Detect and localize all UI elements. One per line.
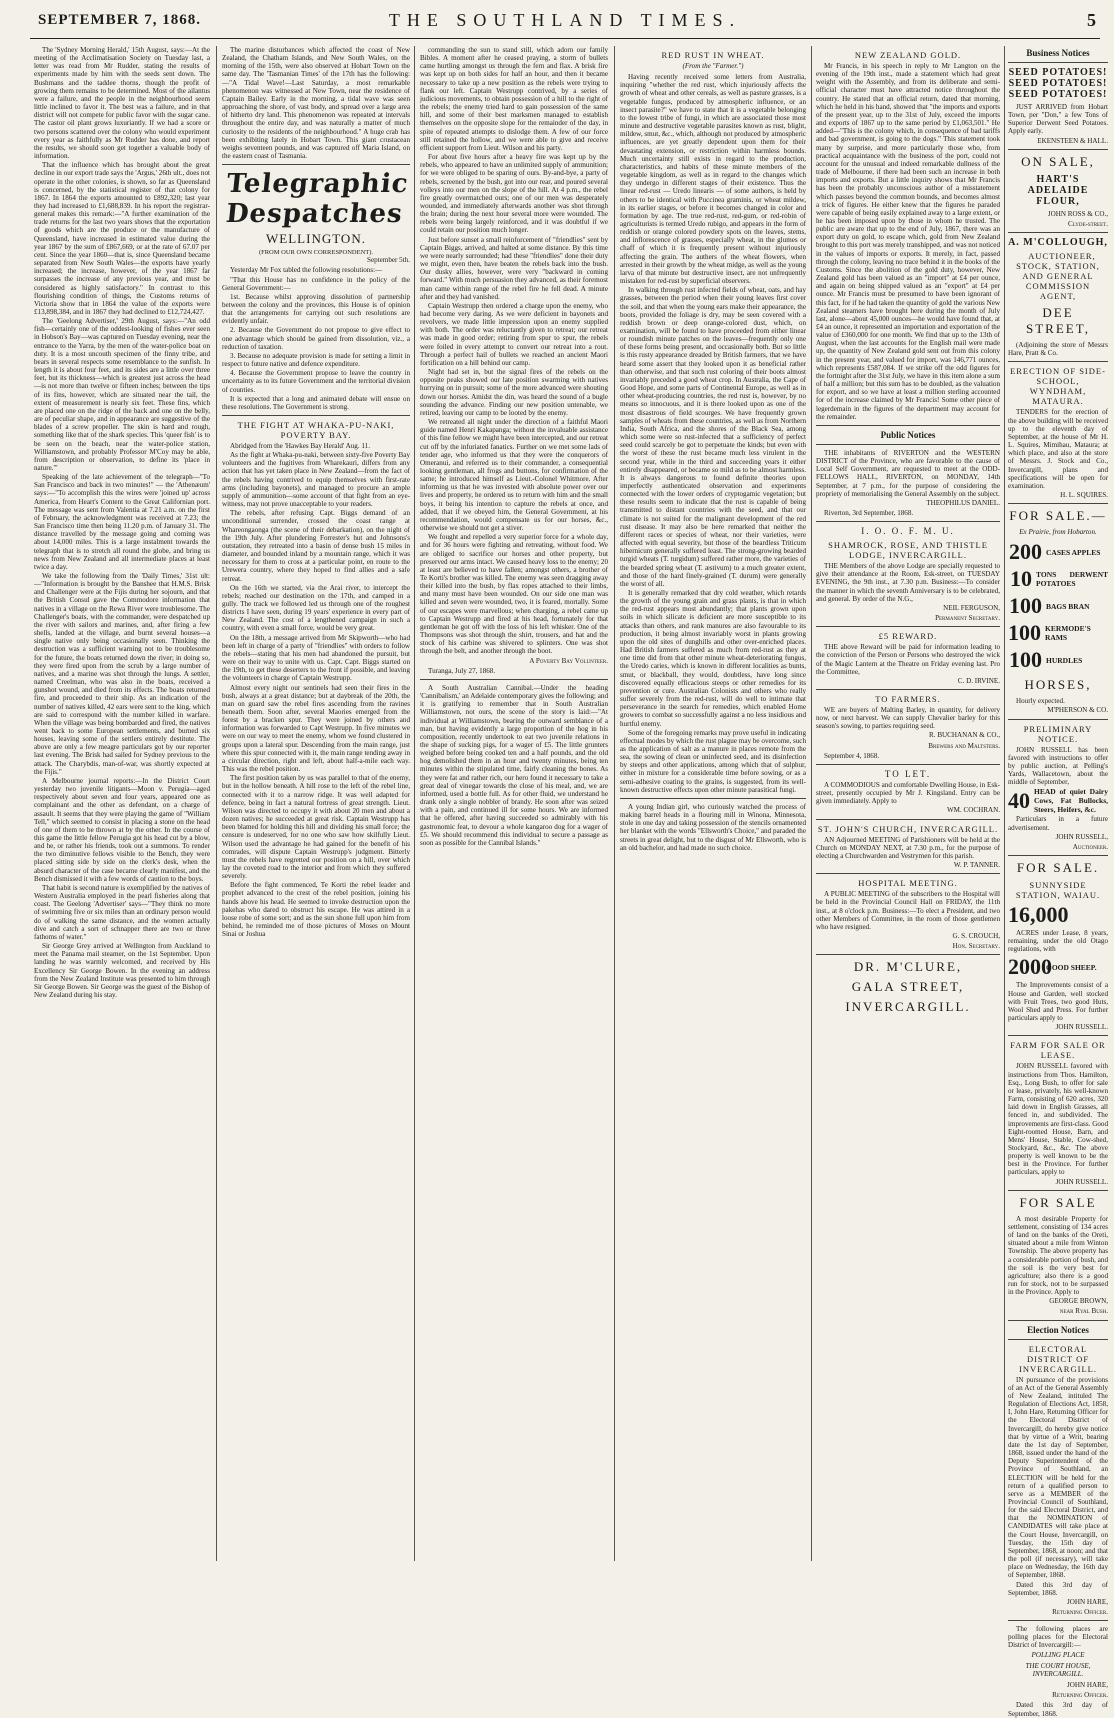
stock-line: [1008, 593, 1108, 619]
divider: [222, 164, 410, 165]
divider: [816, 444, 1000, 445]
article-paragraph: Captain Westrupp then ordered a charge upon the enemy, who had become very daring. As we were deficient in bayonets and revolvers, we made little impression upon an enemy supplied with both. The order was reluctantly given to retreat; our retreat was made in good order; retiring from spur to spur, the rebels were foiled in every attempt to convert our retreat into a rout. Through a perfect hail of bullets we reached an ancient Maori fortification on a hill behind our camp.: [420, 301, 608, 367]
ad-role: Auctioneer.: [1072, 842, 1108, 851]
article-paragraph: 3. Because no adequate provision is made for setting a limit in respect to future native and defence expenditure.: [222, 351, 410, 369]
notice-role: Hon. Secretary.: [952, 942, 1000, 951]
stock-description: HURDLES: [1046, 655, 1083, 665]
stock-quantity: 10: [1010, 566, 1032, 592]
ad-text: A most desirable Property for settlement, consisting of 134 acres of land on the banks of the Oreti, situated about a mile from Winton Township. The above property has a considerable portion of bush, and the soil is the very best for agriculture; also there is a good run for stock, not to be surpassed in the Province. Apply to: [1008, 1214, 1108, 1297]
ad-text: The following places are polling places for the Electoral District of Invercargill:—: [1008, 1625, 1108, 1650]
notice-signature: R. BUCHANAN & CO.,: [929, 731, 1000, 740]
correspondent-note: (FROM OUR OWN CORRESPONDENT).: [258, 249, 374, 257]
divider: [1008, 1035, 1108, 1036]
stock-quantity: 16,000: [1008, 902, 1069, 927]
stock-description: HEAD of quiet Dairy Cows, Fat Bullocks, Steers, Heifers, &c.: [1034, 787, 1108, 815]
preliminary-notice-heading: PRELIMINARY NOTICE.: [1023, 723, 1093, 744]
church-heading: ST. JOHN'S CHURCH, INVERCARGILL.: [817, 823, 999, 834]
divider: [1008, 1320, 1108, 1321]
article-paragraph: 4. Because the Government propose to leave the country in uncertainty as to its future Government and the territorial division of counties.: [222, 369, 410, 394]
article-paragraph: The marine disturbances which affected the coast of New Zealand, the Chatham Islands, and New South Wales, on the morning of the 15th, were also observed at Hobart Town on the same day. The 'Tasmanian Times' of the 17th has the following:—"A Tidal Wave!—Last Saturday, a most remarkable phenomenon was witnessed at New Town, near the residence of Captain Bailey. Early in the morning, a tidal wave was seen approaching the shore, of vast body, and spread over a large area of hitherto dry land. This phenomenon was repeated at intervals throughout the entire day, and was naturally a matter of much curiosity to the residents of the neighbourhood." A huge crab has been exhibiting lately in Hobart Town. This giant crustacean weighs seventeen pounds, and was captured off Maria Island, on the eastern coast of Tasmania.: [222, 46, 410, 161]
business-notices-heading: Business Notices: [1026, 48, 1090, 58]
divider: [816, 764, 1000, 765]
notice-date: September 4, 1868.: [824, 751, 880, 760]
article-paragraph: Almost every night our sentinels had seen their fires in the bush, always at a great distance; but at daybreak of the 20th, the man on guard saw the rebel fires ascending from the ravines beneath them. Soon after, several Maories emerged from the forest by a bracken spur. They were joined by others and information was forwarded to Capt Westrupp. In five minutes we were on our way to meet the enemy, whom we found clustered in groups upon a lateral spur. Descending from the main range, just where this spur connected with it, the main range tending away in a circular direction, right and left, about half-a-mile each way. This was the rebel position.: [222, 683, 410, 774]
notice-signature: THEOPHILUS DANIEL.: [926, 498, 1000, 507]
column-6: [1008, 46, 1108, 1718]
oddfellows-heading: I. O. O. F. M. U.: [861, 526, 955, 537]
farmers-heading: TO FARMERS.: [875, 694, 941, 704]
column-4: [620, 46, 806, 1561]
dateline-date: September 5th.: [367, 256, 410, 265]
column-rule: [811, 46, 812, 1561]
notice-signature: WM. COCHRAN.: [946, 806, 1000, 815]
stock-description: CASES APPLES: [1046, 547, 1101, 557]
notice-signature: NEIL FERGUSON,: [943, 603, 1000, 612]
on-sale-heading: ON SALE,: [1021, 153, 1095, 169]
article-paragraph: We take the following from the 'Daily Times,' 31st ult:—"Information is brought by the Banshee that H.M.S. Brisk and Challenger were at the Fijis during her sojourn, and that the British Consul gave the Commodore information that natives in a village on the Rewa River were troublesome. The Challenger's boats, with the commander, were despatched up the river with sailors and marines, and, after firing a few shells, landed at the village, and burnt several houses—a single native only being occasionally seen. Thinking the destruction was a sufficient warning not to be troublesome for the future, the boats returned down the river; in doing so, they were fired upon from the scrub by a large number of natives, and a marine was shot through the lungs. A settler, named Creelman, who was also in the boats, received a gunshot wound, and died from its effects. The boats returned fire, and proceeded to their ship. As an indication of the number of natives killed, 42 ears were sent to the king, which are said to correspond with the number killed in warfare. When the village was being bombarded and fired, the natives went back to some European settlements, and burned six houses, leaving some of the settlers entirely destitute. The above are only a few meagre particulars got by our reporter last evening. The Brisk had sailed for Sydney previous to the attack. The Charybdis, man-of-war, was shortly expected at the Fijis.": [34, 572, 210, 776]
article-paragraph: Night had set in, but the signal fires of the rebels on the opposite peaks showed our late position swarming with natives hurrying on in pursuit; some of the more advanced were shouting down our horses. Amidst the din, was heard the sound of a bugle sounding the advance. Finding our new position untenable, we retired, leaving our camp to be looted by the enemy.: [420, 368, 608, 417]
polling-place: THE COURT HOUSE, INVERCARGILL.: [1025, 1661, 1091, 1678]
ad-note: (Adjoining the store of Messrs Hare, Pratt & Co.: [1008, 341, 1108, 358]
ad-signature: JOHN RUSSELL,: [1055, 832, 1108, 841]
divider: [816, 425, 1000, 426]
page-number: 5: [1087, 10, 1096, 30]
notice-date: Riverton, 3rd September, 1868.: [824, 508, 914, 517]
divider: [620, 798, 806, 799]
gold-heading: NEW ZEALAND GOLD.: [854, 50, 962, 60]
election-notices-heading: Election Notices: [1027, 1324, 1089, 1335]
ad-text: TENDERS for the erection of the above building will be received up to the eleventh day of September, at the house of Mr H. L. Squires, Mimihau, Mataura; at which place, and also at the store of Messrs. J. Stock and Co., Invercargill, plans and specifications will be open for examination.: [1008, 408, 1108, 490]
stock-line: [1008, 902, 1108, 928]
stock-line: [1008, 620, 1108, 646]
fight-heading: THE FIGHT AT WHAKA-PU-NAKI, POVERTY BAY.: [237, 420, 395, 440]
stock-description: GOOD SHEEP.: [1046, 962, 1097, 972]
article-paragraph: For about five hours after a heavy fire was kept up by the rebels, who appeared to have an unlimited supply of ammunition; for we were obliged to be sparing of ours. By-and-bye, a party of rebels, screened by the bush, got into our rear, and poured several volleys into our men on the slope of the hill. At 4 p.m., the rebel fire greatly overmatched ours; one of our men was desperately wounded, and immediately afterwards another was shot through the brain; during the next hour several more were wounded. The rebels were being largely reinforced, and it was doubtful if we could retain our position much longer.: [420, 153, 608, 235]
stock-quantity: 100: [1009, 593, 1042, 619]
notice-role: Permanent Secretary.: [935, 614, 1000, 623]
article-paragraph: Some of the foregoing remarks may prove useful in indicating effectual modes by which the rust plague may be overcome, such as the application of salt as a manure in places remote from the sea, the sowing of clean or uninfected seed, and its disinfection by steeps and other applications, among which that of sulphur, either in mixture for a considerable time before sowing, or as a semi-adhesive coating to the grains, is suggested, from its well-known destructive effects upon other minute parasitical fungi.: [620, 728, 806, 794]
polling-label: POLLING PLACE: [1031, 1650, 1085, 1659]
for-sale-heading: FOR SALE.—: [1009, 508, 1107, 524]
flour-heading: HART'S ADELAIDE FLOUR,: [1027, 173, 1089, 207]
telegraphic-despatches-heading: Telegraphic Despatches: [224, 169, 411, 230]
doctor-name: DR. M'CLURE,: [853, 959, 963, 975]
ad-text: The Improvements consist of a House and Garden, well stocked with Fruit Trees, two good Huts, Wool Shed and Press. For further particulars apply to: [1008, 981, 1108, 1023]
divider: [1008, 62, 1108, 63]
article-paragraph: On the 18th, a message arrived from Mr Skipworth—who had been left in charge of a party of "friendlies" with orders to follow the rebels—stating that his men had abandoned the pursuit, but were on their way to unite with us. Capt. Capt. Biggs started on the 19th, to get these deserters to the front if possible, and leaving the volunteers in charge of Captain Westrupp.: [222, 633, 410, 683]
article-paragraph: Mr Francis, in his speech in reply to Mr Langton on the evening of the 19th inst., made a statement which had great weight with the Assembly, and from its deliberate and semi-official character must have attracted notice throughout the country. He stated that an official return, dated that morning, which he held in his hand, showed that "the imports and exports of the present year, up to the 31st of July, exceed the imports and exports of 1867 up to the same period by £1,063,501." He added—"This is the colony which, in consequence of bad tariffs and bad government, is going to the dogs." This statement took many by surprise, and more particularly those who, from practical acquaintance with the business of the port, could not account for the unusual and indeed remarkable dullness of the trade of Melbourne, if there had been such an increase in both imports and exports. But a little inquiry shows that Mr Francis has been the probably unconscious author of a misstatement which passes beyond the common bounds, and becomes almost a trick of figures. He either knew that the figures he paraded were capable of being easily explained away to a large extent, or he has been imposed upon by those in whom he trusted. The public are aware that up to the end of July, 1867, there was an export duty on gold, to escape which, gold from New Zealand brought to this port was merely transhipped, and was not noticed in the values of imports or exports. It merely, in fact, passed through the colony, leaving no trace behind it in the books of the Customs. Since the abolition of the gold duty, however, New Zealand gold has been valued as an "import" at £4 per ounce, and again on being shipped valued as an "export" at £4 per ounce. Mr Francis must be presumed to have been ignorant of this fact, for if he had taken the quantity of gold the various New Zealand steamers have brought here during the month of July last, alone—about 45,000 ounces—he would have found that, at £4 an ounce, it represented an importation and exportation of the value of £360,000 for one month. We find that up to the 13th of August, when the last accounts for the English mail were made up, the quantity of New Zealand gold sent out from this colony in the present year, and valued for import, was 146,771 ounces, which represents £587,084. If we strike off the odd figures for the fortnight after the 31st July, we have in this item alone a sum of half a million; but this sum has to be doubled, as the valuation for export, and so we have at least a million sterling accounted for of the increase claimed by Mr Francis! Some other piece of legerdemain in the figures of the department may account for the remainder.: [816, 62, 1001, 421]
ad-signature: GEORGE BROWN,: [1049, 1297, 1108, 1306]
column-2: [222, 46, 410, 1561]
notice-text: WE are buyers of Malting Barley, in quantity, for delivery now, or next harvest. We can supply Chevalier barley for this season's sowing, to parties requiring seed.: [816, 706, 1000, 731]
notice-text: THE Members of the above Lodge are specially requested to give their attendance at the Room, Esk-street, on TUESDAY EVENING, the 9th inst., at 7.30 p.m. Business:—To consider the manner in which the seventh Anniversary is to be celebrated, and general. By order of the N.G.,: [816, 562, 1000, 603]
stock-line: [1008, 539, 1108, 565]
farm-heading: FARM FOR SALE OR LEASE.: [1010, 1040, 1106, 1061]
ad-signature: JOHN ROSS & CO.,: [1047, 209, 1108, 218]
column-rule: [216, 46, 217, 1561]
stock-quantity: 200: [1009, 539, 1042, 565]
article-paragraph: Before the fight commenced, Te Korti the rebel leader and prophet advanced to the crest of the rebel position, joining his hands above his head. He seemed to invoke destruction upon the pakehas who dared to obstruct his escape. He was attired in a loose robe of some sort; and as the sun shone full upon him from behind, he reminded me of those pictures of Moses on Mount Sinai or Joshua: [222, 881, 410, 939]
article-paragraph: Having recently received some letters from Australia, inquiring "whether the red rust, which injuriously affects the growth of wheat and other cereals, as well as pasture grasses, is a vegetable fungus, produced by atmospheric influence, or an insect parasite?" we have to state that it is a vegetable belonging to the lowest tribe of fungi, in which are associated those most minute and destructive vegetable parasites known as rust, blight, mildew, smut, &c., which, although not produced by atmospheric influences, are yet greatly dependent upon them for their devastating extension, or restriction within harmless bounds. Much uncertainty still exists in regard to the production, characteristics, and habits of these minute members of the vegetable kingdom, as well as in regard to the changes which they undergo in different stages of their existence. Thus the linear red-rust — Uredo linearis — of some authors, is held by others to be identical with Puccinea graminis, or wheat mildew, in its earlier stages, or before it becomes changed in color and formation by age. The true red-rust, red-gum, or red-robin of agriculturists is termed Uredo rubigo, and appears in the form of reddish or orange colored powdery spots on the leaves, stems, and inflorescence of grasses, especially wheat, in the glumes or chaff of which it is frequently present without injuriously affecting the grain. The authers of the wheat flowers, when arrested in their growth by the wheat midge, as well as the young larva of that minute but destructive insect, are not unfrequently mistaken for red-rust by superficial observers.: [620, 73, 806, 286]
dateline-place: WELLINGTON.: [266, 231, 366, 247]
article-paragraph: Yesterday Mr Fox tabled the following resolutions:—: [230, 266, 383, 275]
to-let-heading: TO LET.: [884, 768, 932, 779]
ad-text: IN pursuance of the provisions of an Act of the General Assembly of New Zealand, intituled The Regulation of Elections Act, 1858, I, John Hare, Returning Officer for the Electoral District of Invercargill, do hereby give notice that by virtue of a Writ, bearing date the 1st day of September, 1868, issued under the hand of the Deputy Superintendent of the Province of Southland, an ELECTION will be held for the return of a qualified person to serve as a MEMBER of the Provincial Council of Southland, for the said Electoral District, and that the NOMINATION of CANDIDATES will take place at the Court House, Invercargill, on Tuesday, the 15th day of September, 1868, at noon; and that the poll (if necessary), will take place on Wednesday, the 16th day of September, 1868.: [1008, 1375, 1108, 1580]
newspaper-title: THE SOUTHLAND TIMES.: [388, 10, 742, 30]
seed-potatoes-banner: SEED POTATOES! SEED POTATOES! SEED POTATOES!: [1008, 67, 1108, 100]
ad-signature: H. L. SQUIRES.: [1060, 490, 1108, 499]
divider: [1008, 1339, 1108, 1340]
stock-line: [1008, 954, 1108, 980]
signature: A Poverty Bay Volunteer.: [529, 656, 608, 665]
station-heading: SUNNYSIDE STATION, WAIAU.: [1015, 880, 1101, 900]
article-paragraph: That the influence which has brought about the great decline in our export trade says the 'Argus,' 26th ult., does not operate in the other colonies, is shown, so far as Queensland is concerned, by the statistical register of that colony for 1867. In 1864 the exports amounted to £892,320; last year they had increased to £1,688,839. In his report the registrar-general makes this remark:—"A further examination of the trade returns for the last two years shows that the exportation of goods which are the produce or the manufacture of Queensland, have increased in estimated value during the year 1867 by the sum of £867,669, or at the rate of 67.07 per cent. Since the year 1860—that is, since Queensland became separated from New South Wales—the exports have yearly increased; the increase, however, of the year 1867 far surpasses the increase of any previous year, and must be considered as highly satisfactory." In contrast to this flourishing condition of things, the Customs returns of Victoria show that in 1864 the value of the exports were £13,898,384, and in 1867 they had declined to £12,724,427.: [34, 161, 210, 316]
stock-line: [1008, 566, 1108, 592]
article-paragraph: It is generally remarked that dry cold weather, which retards the growth of the young grain and grass plants, is that in which the red-rust appears most abundantly; that plants grown upon soils in which silicate is deficient are more susceptible to its attacks than others, and rank manures are also favourable to its production, it being almost invariably worst in plants growing upon the old sites of dunghills and other over-enriched places. Had British farmers suffered as much from red-rust as they at one time did from that other minute wheat-deteriorating fungus, the Uredo caries, which is known in different localities as bunts, smut, or blackball, they would, doubtless, have long since discovered equally efficacious steeps or other remedies for its prevention or cure. Australian Colonists and others who really suffer severely from the red-rust, will do well to intimate that perseverance in the search for remedies, which enabled Home growers to combat so successfully against a no less insidious and hurtful enemy.: [620, 589, 806, 728]
notice-signature: G. S. CROUCH,: [952, 931, 1000, 940]
ad-signature: JOHN HARE,: [1067, 1681, 1108, 1690]
ad-text: JOHN RUSSELL favored with instructions from Thos. Hamilton, Esq., Long Bush, to offer for sale or lease, privately, his well-known Farm, consisting of 620 acres, 320 laid down in English Grasses, all fenced in, and subdivided. The improvements are first-class. Good Eight-roomed House, Barn, and Mens' House, Stable, Cow-shed, Stockyard, &c., &c. The above property is well known to be the best in the Province. For further particulars, apply to: [1008, 1062, 1108, 1177]
public-notices-heading: Public Notices: [880, 429, 936, 440]
for-sale-heading: FOR SALE: [1019, 1194, 1097, 1210]
notice-text: THE inhabitants of RIVERTON and the WESTERN DISTRICT of the Province, who are favorable to the cause of Local Self Government, are requested to meet at the ODD-FELLOWS HALL, RIVERTON, on MONDAY, 14th September, at 7 p.m., for the purpose of considering the propriety of memorialising the General Assembly on the subject.: [816, 448, 1000, 498]
article-paragraph: That habit is second nature is exemplified by the natives of Western Australia employed in the pearl fisheries along that coast. The Geelong 'Advertiser' says—"They think no more of swimming five or six miles than an ordinary person would do of walking the same distance, and the women actually dive and catch a sort of schnapper there are two or three fathoms of water.": [34, 883, 210, 941]
article-paragraph: In walking through rust infected fields of wheat, oats, and hay grasses, between the period when their young leaves first cover the soil, and that when the young ears make their appearance, the boots, provided the foliage is dry, may be seen covered with a reddish brown or deep orange-colored dust, which, on examination, will be found to have proceeded from either linear or roundish minute patches on the leaves—frequently only one of these forms being present, and occasionally both. But so little is this rusty appearance dreaded by British farmers, that we have heard some assert that they looked upon it as beneficial rather than otherwise, and that such rust coloring of their boots almost invariably preceded a good wheat crop. In Australia, the Cape of Good Hope, and some parts of Continental Europe, as well as in other wheat-producing countries, the red rust is, however, by no means so innocuous, and it is there looked upon as one of the most disastrous of field scourges. We have frequently grown samples of wheats from these countries, as well as from Northern India, South Africa, and the shores of the Black Sea, among which some were so rust-infected that a sufficiency of perfect seed could scarcely be got to perpetuate the kinds; but even with the worst of these the rust became much less virulent in the second year, while in the third and succeeding years it either entirely disappeared, or became so mild as to be almost harmless. It is always dangerous to found definite theories upon imperfectly authenticated observation and experiments connected with the lower orders of cryptogamic vegetation; but these results seem to indicate that the rust is capable of being transmitted to distant countries with the seed, and that our climate is not suited for the malignant development of the red rust disease. It may also be here remarked that neither the different races or species of wheat, nor their varieties, were affected with equal severity, but those of the beardless Triticum hibernicum generally suffered least. The strong-growing bearded turgid wheats (T. turgidum) suffered rather more, the varieties of the bearded spring wheat (T. æstivum) to a much greater extent, and those of the hard finely-grained (T. durum) were generally the worst of all.: [620, 286, 806, 588]
article-paragraph: commanding the sun to stand still, which adorn our family Bibles. A moment after he ceased praying, a storm of bullets came hurtling amongst us through the fern and flax. A brisk fire was kept up on both sides for half an hour, and then it became necessary to take up a new position as the rebels were trying to flank our left. Captain Westrupp contrived, by a series of judicious movements, to obtain possession of a hill to the right of the rebels; the enemy tried hard to gain possession of the same hill, and some of their best marksmen managed to establish themselves on the opposite slope for the remainder of the day, in spite of repeated attempts to dislodge them. A few of our force still retained the hollow, and we were able to give and receive efficient support from Lieut. Wilson and his party.: [420, 46, 608, 152]
hospital-heading: HOSPITAL MEETING.: [858, 878, 958, 889]
for-sale-heading: FOR SALE.: [1016, 860, 1100, 875]
article-paragraph: It is expected that a long and animated debate will ensue on these resolutions. The Government is strong.: [222, 394, 410, 411]
article-paragraph: We fought and repelled a very superior force for a whole day, and for 36 hours were fighting and retreating, without food. We are obliged to sacrifice our horses and other property, but preserved our arms intact. We caused heavy loss to the enemy; 20 at least are believed to have fallen; amongst others, a brother of Te Korti's brother was killed. The enemy was seen dragging away their killed into the bush, by flax ropes attached to their limbs, and many must have been wounded. On our side one man was killed and seven were wounded, two, it is feared, mortally. Some of our escapes were marvellous; when charging, a rebel came up to Captain Westrupp and fired at his head, fortunately for that gentleman he got off with the loss of his left whisker. One of the Thompsons was shot through the shirt, trousers, and hat and the stock of his carbine was shivered to splinters. One was shot through the belt, and another through the boot.: [420, 533, 608, 656]
article-paragraph: On the 16th we started, via the Arai river, to intercept the rebels; reached our destination on the 17th, and camped in a gully. The track we followed led us through one of the roughest districts I have seen, during 19 years' experience in every part of New Zealand. The cost of a lengthened campaign in such a country, with even a small force, would be very great.: [222, 583, 410, 633]
ad-role: Returning Officer.: [1052, 1608, 1108, 1616]
divider: [816, 954, 1000, 955]
divider: [816, 521, 1000, 522]
ad-role: Returning Officer.: [1052, 1691, 1108, 1700]
stock-description: TONS DERWENT POTATOES: [1036, 570, 1108, 589]
article-paragraph: "That this House has no confidence in the policy of the General Government:—: [222, 275, 410, 292]
stock-quantity: 100: [1009, 647, 1042, 673]
column-rule: [1004, 46, 1005, 1561]
article-paragraph: 2. Because the Government do not propose to give effect to one advantage which should be gained from dissolution, viz., a reduction of taxation.: [222, 326, 410, 351]
article-paragraph: The 'Sydney Morning Herald,' 15th August, says:—At the meeting of the Acclimatisation Society on Tuesday last, a letter was read from Mr Rudder, stating the results of experiments made by him with the seeds sent down. The Bushmans and the taddee thorns, though the profit of growing them remains to be determined. Most of the ailantus were a failure, and the people in the neighbourhood seem little inclined to favor it. The best was a failure, and in that district will not compete for public favor with the sugar cane. The castor oil plant grows luxuriantly. If we had a score or two persons scattered over the colony who would experiment every year as faithfully as Mr Rudder has done, and report the results, we should soon get together a valuable body of information.: [34, 46, 210, 161]
ad-signature: JOHN RUSSELL.: [1055, 1177, 1108, 1186]
article-paragraph: A South Australian Cannibal.—Under the heading 'Cannibalism,' an Adelaide contemporary gives the following; and it is gratifying to remember that in South Australian Williamstown, not ours, the scene of the story is laid:—"At individual at Williamstown, bearing the outward semblance of a man, but having evidently a large proportion of the hog in his composition, recently undertook to eat two juvenile relations in the shape of sucking pigs, for a wager of £5. The little grunters weighed before being cooked ten and a half pounds, and the old hog demolished them in an hour and twenty minutes, being ten minutes within the stipulated time, fairly cleaning the bones. As they were fat and rather rich, our hero found it necessary to take a great deal of vinegar towards the close of his meal, and, we are informed, used a bottle full. As for other fluid, we understand he drank only a single nobbler of brandy. He soon after was seized with a pain, and continued ill for some hours. We are informed that he offered, after having succeeded so admirably with his gastronomic feat, to devour a whole kangaroo dog for a wager of £5. We should recommend this individual to secure a passage as soon as possible for the Cannibal Islands.": [420, 683, 608, 847]
auctioneer-street: DEE STREET,: [1026, 305, 1090, 337]
stock-description: ACRES under Lease, 8 years, remaining, under the old Otago regulations, with: [1008, 929, 1108, 954]
article-paragraph: We retreated all night under the direction of a faithful Maori guide named Henri Kakapanga; without the invaluable assistance of this fine fellow we might have been intercepted, and our retreat cut off by the infuriated fanatics. Further on we met some lads of tender age, who informed us that they were the conquerors of Omeranui, and referred us to their commander, a consequential looking gentleman, all frogs and buttons, for confirmation of the same; he introduced himself as Lieut.-Colonel Whitmore. After informing us that he was invested with absolute power over our lives and property, he ordered us to return with him and the small boys, it being his intention to capture the rebels at once, and added, that if we obeyed him, the General Government, at his recommendation, would compensate us for our horses, &c., otherwise we should not get a stiver.: [420, 418, 608, 533]
notice-signature: C. D. IRVINE.: [957, 676, 1000, 685]
divider: [222, 415, 410, 416]
divider: [1008, 149, 1108, 150]
article-paragraph: The 'Geelong Advertiser,' 29th August, says:—"An odd fish—certainly one of the oddest-looking of fishes ever seen in Hobson's Bay—was captured on Tuesday evening, near the entrance to the Yarra, by the men of the water-police boat on duty. It is a most uncouth specimen of the finny tribe, and bears in several respects some resemblance to the sunfish. In length it is about four feet, and its sides are a little over three feet, but its thickness—which is greatest just across the head—is not more than twelve or fifteen inches; between the tips of its fins, however, which are situated near the tail, the extent of measurement is nearly six feet. These fins, which are placed one on the ridge of the back and one on the belly, are of peculiar shape, and in appearance are suggestive of the blades of a screw propeller. The skin is hard and rough, something like that of the shark species. This 'queer fish' is to be seen on the beach, near the water-police station, Williamstown, and probably Professor M'Coy may be able, from description or observation, to define its 'place in nature.'": [34, 317, 210, 472]
ad-date: Dated this 3rd day of September, 1868.: [1008, 1580, 1108, 1597]
doctor-town: INVERCARGILL.: [845, 999, 971, 1015]
stock-line: [1008, 647, 1108, 673]
stock-line: [1008, 787, 1108, 814]
electoral-district-heading: ELECTORAL DISTRICT OF INVERCARGILL.: [1019, 1343, 1097, 1374]
ad-note: Particulars in a future advertisement.: [1008, 815, 1108, 832]
divider: [1008, 1620, 1108, 1621]
divider: [1008, 503, 1108, 504]
notice-text: A PUBLIC MEETING of the subscribers to the Hospital will be held in the Provincial Council Hall on FRIDAY, the 11th inst., at 8 o'clock p.m. Business:—To elect a President, and two other Members of Committee, in the room of those gentlemen who have resigned.: [816, 890, 1000, 931]
article-paragraph: The rebels, after refusing Capt. Biggs demand of an unconditional surrender, crossed the coast range at Whareongaonga (the scene of their debarkation), on the night of the 19th July. After plundering Forrester's hut and Johnsons's outstation, they retreated into a basin of dense bush 15 miles in diameter, and bounded inland by a mountain range, which it was necessary for them to cross at a particular point, en route to the Urewera country, where they hoped to find allies and a safe retreat.: [222, 509, 410, 583]
issue-date: SEPTEMBER 7, 1868.: [38, 12, 202, 28]
ad-note: Hourly expected.: [1016, 697, 1065, 706]
article-paragraph: A young Indian girl, who curiously watched the process of making barrel heads in a flouring mill in Winona, Minnesota, stole in one day and taking possession of the stencils ornamented her blanket with the words "Ellsworth's Choice," and paraded the streets in great delight, but to the disgust of Mr Ellsworth, who is an old bachelor, and had made no such choice.: [620, 802, 806, 852]
divider: [816, 819, 1000, 820]
ad-text: JOHN RUSSELL has been favored with instructions to offer by public auction, at Pelling's Yards, Wallacetown, about the middle of September,: [1008, 745, 1108, 787]
article-paragraph: A Melbourne journal reports:—In the District Court yesterday two juvenile litigants—Moon v. Perugia—aged respectively about seven and four years, appeared one as complainant and the other as defendant, on a charge of assault. It seems that they were playing the game of "William Tell," which seemed to consist in placing a stone on the head of one of them to be thrown at by the other. In the course of this game the little fellow Perugia got his head cut by a blow, and he, or rather his friends, took out a summons. To render the two diminutive fellows visible to the Bench, they were placed sitting side by side on the clerk's desk, when the absurd character of the case became clearly manifest, and the Bench dismissed it with a few words of caution to the boys.: [34, 776, 210, 883]
column-rule: [414, 46, 415, 1561]
lodge-heading: SHAMROCK, ROSE, AND THISTLE LODGE, INVERCARGILL.: [828, 540, 988, 561]
notice-text: A COMMODIOUS and comfortable Dwelling House, in Esk-street, presently occupied by Mr J. Kingsland. Entry can be given immediately. Apply to: [816, 780, 1000, 806]
stock-quantity: 40: [1008, 787, 1030, 813]
divider: [1008, 855, 1108, 856]
ad-date: Dated this 3rd day of September, 1868.: [1008, 1701, 1108, 1718]
ad-address: near Ryal Bush.: [1059, 1307, 1108, 1316]
horses-heading: HORSES,: [1024, 677, 1092, 693]
doctor-street: GALA STREET,: [851, 979, 965, 995]
signature-date: Turanga, July 27, 1868.: [428, 666, 496, 675]
ad-address: Clyde-street.: [1067, 219, 1108, 228]
stock-quantity: 100: [1008, 620, 1041, 646]
stock-description: BAGS BRAN: [1046, 601, 1090, 611]
ad-signature: JOHN HARE,: [1067, 1597, 1108, 1606]
notice-text: AN Adjourned MEETING of Parishioners will be held at the Church on MONDAY NEXT, at 7.30 p.m., for the purpose of electing a Churchwarden and Vestrymen for this parish.: [816, 835, 1000, 860]
notice-signature: W. P. TANNER.: [953, 861, 1000, 870]
column-3: [420, 46, 608, 1561]
divider: [1008, 361, 1108, 362]
column-5: [816, 46, 1000, 1561]
divider: [1008, 232, 1108, 233]
divider: [816, 689, 1000, 690]
reward-heading: £5 REWARD.: [878, 631, 938, 642]
article-paragraph: Just before sunset a small reinforcement of "friendlies" sent by Captain Biggs, arrived, and halted at some distance. By this time we were nearly surrounded; had these "friendlies" done their duty we might, even then, have beaten the rebels back into the bush. Our dusky allies, however, were very "backward in coming forward." With much persuasion they advanced, as their foremost man came within range of the rebel fire he fell dead. A minute after and they had vanished.: [420, 235, 608, 301]
article-paragraph: Speaking of the late achievement of the telegraph—"To San Francisco and back in two minutes!" — the 'Athenæum' says:—"To accomplish this the wires were 'joined up' across America, from Heart's Content to the Great Californian port. The message was sent from Valentia at 7.21 a.m. on the first of February, the acknowledgment was received at 7.23; the San Francisco time then being 11.20 p.m. of January 31. The distance travelled by the message going and coming was about 14,000 miles. This is a large instalment towards the telegraph that is to stretch all round the globe, and bring us news from New Zealand and all intermediate places at least twice a day.: [34, 473, 210, 571]
divider: [420, 679, 608, 680]
article-paragraph: Sir George Grey arrived at Wellington from Auckland to meet the Panama mail steamer, on the 1st September. Upon landing he was warmly welcomed, and received by His Excellency Sir George Bowen. In the evening an address from the New Zealand Institute was presented to him through Sir George Bowen. Sir George was the guest of the Bishop of New Zealand during his stay.: [34, 942, 210, 999]
article-paragraph: As the fight at Whaka-pu-naki, between sixty-five Poverty Bay volunteers and the fugitives from Wharekauri, differs from any action that has yet taken place in New Zealand—from the fact of the rebels having contrived to equip themselves with first-rate arms (including bayonets), and managed to procure an ample supply of ammunition—some account of that fight from an eye-witness, may not prove unacceptable to your readers.: [222, 451, 410, 509]
column-1: [34, 46, 210, 1561]
masthead: [30, 8, 1100, 39]
divider: [1008, 1190, 1108, 1191]
ad-signature: EKENSTEEN & HALL.: [1037, 136, 1108, 145]
article-paragraph: The first position taken by us was parallel to that of the enemy, but in the hollow beneath. A hill rose to the left of the rebel line, connected with it to a narrow ridge. It was well adapted for defence, being in fact a natural fortress of great strength. Lieut. Wilson was directed to occupy it with about 20 men and about a dozen natives; he succeeded at great risk. Captain Westrupp has been blamed for holding this hill and dividing his small force; the censure is undeserved, for no one who saw how skilfully Lieut. Wilson used the advantage he had gained for the benefit of his comrades, will dispute Captain Westrupp's judgment. Bitterly must the rebels have regretted our position on a hill, over which lay the coveted road to the interior and from which they suffered severely.: [222, 774, 410, 881]
stock-quantity: 2000: [1008, 954, 1052, 980]
stock-description: KERMODE'S RAMS: [1045, 624, 1091, 643]
divider: [816, 873, 1000, 874]
article-paragraph: Abridged from the 'Hawkes Bay Herald' Aug. 11.: [230, 442, 370, 450]
divider: [816, 626, 1000, 627]
ad-text: JUST ARRIVED from Hobart Town, per "Don," a few Tons of Superior Derwent Seed Potatoes. Apply early.: [1008, 103, 1108, 136]
auctioneer-name: A. M'COLLOUGH,: [1008, 237, 1108, 249]
source-note: (From the "Farmer."): [682, 62, 744, 70]
ad-signature: JOHN RUSSELL.: [1055, 1023, 1108, 1032]
notice-text: THE above Reward will be paid for information leading to the conviction of the Person or Persons who destroyed the wick of the Magic Lantern at the Theatre on Friday evening last. Pro the Committee,: [816, 643, 1000, 676]
auctioneer-trade: AUCTIONEER, STOCK, STATION, AND GENERAL COMMISSION AGENT,: [1016, 251, 1100, 302]
divider: [1008, 719, 1108, 720]
ad-signature: M'PHERSON & CO.: [1047, 706, 1108, 715]
red-rust-heading: RED RUST IN WHEAT.: [661, 50, 765, 60]
notice-role: Brewers and Maltsters.: [928, 741, 1000, 750]
column-rule: [614, 46, 615, 1561]
school-heading: ERECTION OF SIDE-SCHOOL, WYNDHAM, MATAURA.: [1010, 366, 1106, 407]
ad-subheading: Ex Prairie, from Hobarton.: [1019, 528, 1097, 537]
article-paragraph: 1st. Because whilst approving dissolution of partnership between the colony and the provinces, this House is of opinion that the arrangements for carrying out such resolutions are evidently unfair.: [222, 292, 410, 326]
